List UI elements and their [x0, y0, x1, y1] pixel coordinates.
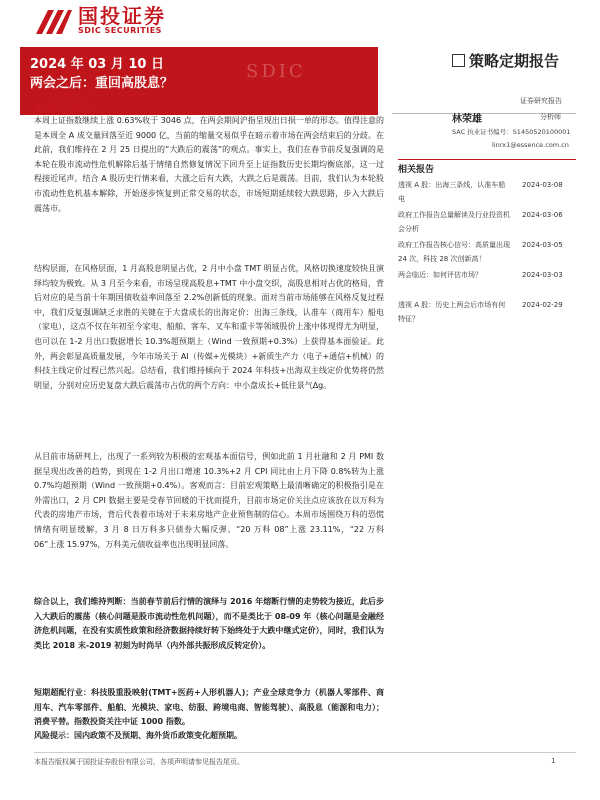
- related-item-date: 2024-03-08: [522, 181, 563, 189]
- abstract-paragraph-2: [34, 262, 384, 393]
- related-item[interactable]: [398, 208, 576, 238]
- risk-warning: [34, 729, 384, 744]
- department-label: 证券研究报告: [520, 97, 562, 105]
- footer-disclaimer: 本报告版权属于国投证券股份有限公司，各项声明请参见报告尾页。: [34, 758, 244, 766]
- logo-cn: 国投证券: [78, 4, 166, 28]
- sdic-logo-icon: [34, 6, 72, 36]
- related-item-title: 政府工作报告总量解读及行业投资机会分析: [398, 211, 510, 233]
- paragraph-text: 综合以上，我们维持判断：当前春节前后行情的演绎与 2016 年熔断行情的走势较为接近，此后步入大跌后的震荡（核心问题是股市流动性危机问题），而不是类比于 08-09 年（核心问题是金融经济危机问题，在没有实质性政策和经济数据持续好转下始终处于大跌中继式定价），同时，我们认为类比 2018 末-2019 初刻为时尚早（内外部共振形成反转定价）。: [34, 597, 384, 650]
- related-item-title: 透视 A 股：出海三条线，认准车船电: [398, 181, 506, 203]
- related-item-date: 2024-03-05: [522, 241, 563, 249]
- abstract-paragraph-5: [34, 686, 384, 730]
- report-date: 2024 年 03 月 10 日: [30, 57, 164, 72]
- related-item-date: 2024-03-03: [522, 271, 563, 279]
- abstract-paragraph-4: [34, 595, 384, 653]
- related-title: 相关报告: [398, 165, 435, 175]
- abstract-paragraph-1: [34, 114, 384, 216]
- banner-watermark: SDIC: [246, 61, 306, 82]
- related-list: [398, 178, 576, 328]
- page-number: 1: [551, 757, 556, 765]
- related-item-date: 2024-02-29: [522, 301, 563, 309]
- paragraph-text: 短期超配行业：科技股重股映射(TMT+医药+人形机器人)；产业全球竞争力（机器人零部件、商用车、汽车零部件、船舶、光模块、家电、纺服、跨境电商、智能驾驶）、高股息（能源和电力）；消费平替。指数投资关注中证 1000 指数。: [34, 688, 384, 727]
- paragraph-text: 结构层面，在风格层面，1 月高股息明显占优，2 月中小盘 TMT 明显占优，风格切换速度较快且演绎均较为极致。从 3 月至今来看，市场呈现高股息+TMT 中小盘交织，高股息相对占优的格局，背后对应的是当前十年期国债收益率回落至 2.2%创新低的现象。面对当前市场能够在风格反复过程中，我们反复强调缺乏求胜的关键在于大盘成长的出海定价：出海三条线，认准车（商用车）船电（家电），这点不仅在年初至今家电、船舶、客车、叉车和重卡等领域股价上涨中体现得尤为明显，也可以在 1-2 月出口数据增长 10.3%超预期上（Wind 一致预期+0.3%）上获得基本面验证。此外，两会彰显高质量发展，今年市场关于 AI（传媒+光模块）+新质生产力（电子+通信+机械）的科技主线定价过程已然兴起。总结看，我们维持倾向于 2024 年科技+出海双主线定价优势将仍然明显，分别对应历史复盘大跌后震荡市占优的两个方向：中小盘成长+低往景气Δg。: [34, 264, 384, 390]
- report-type: [452, 50, 559, 71]
- related-item[interactable]: [398, 268, 576, 298]
- report-type-label: 策略定期报告: [469, 52, 560, 70]
- footer-divider: [34, 752, 576, 753]
- company-logo: [34, 6, 166, 36]
- abstract-paragraph-3: [34, 450, 384, 552]
- related-item[interactable]: [398, 178, 576, 208]
- analyst-role: 分析师: [540, 113, 561, 121]
- analyst-name: 林荣雄: [452, 114, 482, 125]
- paragraph-text: 本周上证指数继续上涨 0.63%收于 3046 点，在两会期间沪指呈现出日损一单的形态。值得注意的是本周全 A 成交量回落至近 9000 亿，当前的缩量交易似乎在暗示着市场在两会结束后的分歧。在此前，我们维持在 2 月 25 日提出的“大跌后的震荡”的观点。事实上，我们在春节前反复强调的是本轮在股市流动性危机解除后基于情绪自然修复情况下回升至上证指数历史长期均衡底部，这一过程接近尾声。结合 A 股历史行情来看，大涨之后有大跌，大跌之后是震荡。目前，我们认为本轮股市流动性危机基本解除，开始逐步恢复到正常交易的状态，市场短期延续较大跌思路，步入大跌后震荡市。: [34, 116, 384, 213]
- related-item[interactable]: [398, 238, 576, 268]
- paragraph-text: 从目前市场研判上，出现了一系列较为积极的宏观基本面信号，例如此前 1 月社融和 2 月 PMI 数据呈现出改善的趋势，到现在 1-2 月出口增速 10.3%+2 月 CPI 同比由上月下降 0.8%转为上涨 0.7%均超预期（Wind 一致预期+0.4%）。客观而言：目前宏观策略上最清晰确定的积极指引是在外需出口，2 月 CPI 数据主要是受春节回暖的干扰而提升，目前市场定价关注点应该放在以万科为代表的房地产市场，背后代表着市场对于未来房地产企业预售制的信心。本周市场围绕万科的恐慌情绪有明显缓解，3 月 8 日万科多只债券大幅反弹。“20 万科 08”上涨 23.11%，“22 万科 06”上涨 15.97%，万科美元债收益率也出现明显回落。: [34, 452, 384, 549]
- logo-en: SDIC SECURITIES: [78, 26, 162, 35]
- related-divider: [398, 159, 576, 160]
- related-item-title: 透视 A 股：历史上两会后市场有何特征？: [398, 301, 506, 323]
- related-item-title: 两会临近：如何评估市场？: [398, 271, 482, 279]
- report-type-box-icon: [452, 54, 465, 67]
- analyst-cert: SAC 执业证书编号：S1450520100001: [452, 128, 571, 136]
- analyst-email[interactable]: linrx1@essence.com.cn: [492, 141, 569, 149]
- related-item-title: 政府工作报告核心信号：高质量出现 24 次，科技 28 次创新高！: [398, 241, 510, 263]
- abstract-header: ■ 报告摘要：: [34, 103, 97, 114]
- related-item[interactable]: [398, 298, 576, 328]
- paragraph-text: 风险提示：国内政策不及预期、海外货币政策变化超预期。: [34, 731, 242, 740]
- report-title: 两会之后：重回高股息？: [30, 76, 174, 91]
- related-item-date: 2024-03-06: [522, 211, 563, 219]
